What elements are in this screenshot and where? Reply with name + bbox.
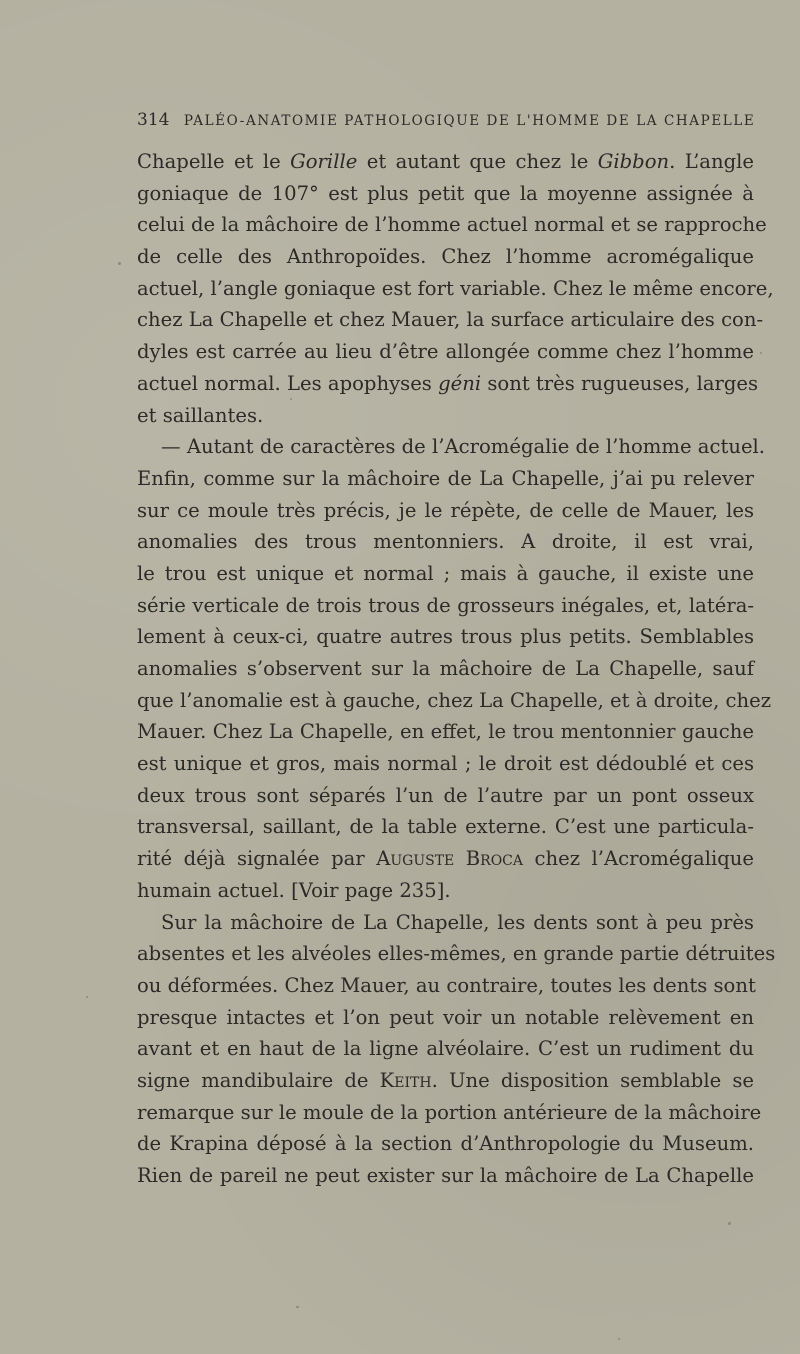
- paper-speck: [760, 352, 762, 354]
- text-line: [137, 304, 764, 336]
- text-line: [137, 146, 754, 178]
- text-line: [137, 970, 754, 1002]
- text-run: actuel normal. Les apophyses: [137, 371, 439, 395]
- running-header: [137, 110, 756, 130]
- text-line: [137, 209, 767, 241]
- text-run: humain actuel. [Voir page 235].: [137, 878, 451, 902]
- text-line: [137, 463, 754, 495]
- text-run: sont très rugueuses, larges: [481, 371, 759, 395]
- text-run: ou déformées. Chez Mauer, au contraire, toutes les dents sont: [137, 973, 756, 997]
- text-run: anomalies s’observent sur la mâchoire de La Chapelle, sauf: [137, 657, 754, 680]
- text-line: [137, 336, 754, 368]
- paper-speck: [118, 262, 121, 265]
- text-line: [137, 178, 754, 210]
- text-line: [137, 811, 754, 843]
- text-line: [137, 400, 754, 432]
- text-run: . L’angle: [669, 150, 755, 173]
- page-number: 314: [137, 110, 170, 130]
- text-line: [137, 780, 754, 812]
- italic-term: Gorille: [290, 150, 358, 173]
- text-run: dyles est carrée au lieu d’être allongée comme chez l’homme: [137, 340, 754, 364]
- text-run: lement à ceux-ci, quatre autres trous plus petits. Semblables: [137, 625, 754, 649]
- text-run: chez l’Acromégalique: [523, 847, 754, 871]
- text-line: [137, 431, 766, 463]
- text-run: — Autant de caractères de l’Acromégalie de l’homme actuel.: [161, 435, 766, 459]
- text-run: signe mandibulaire de: [137, 1068, 380, 1092]
- text-line: [137, 1002, 754, 1034]
- running-title: PALÉO-ANATOMIE PATHOLOGIQUE DE L'HOMME DE LA CHAPELLE: [183, 113, 756, 129]
- small-caps-name: Auguste Broca: [376, 847, 524, 871]
- text-line: [137, 590, 754, 622]
- text-line: [137, 241, 754, 273]
- text-line: [137, 716, 754, 748]
- italic-term: Gibbon: [597, 150, 670, 173]
- text-run: actuel, l’angle goniaque est fort variable. Chez le même encore,: [137, 276, 774, 300]
- text-run: absentes et les alvéoles elles-mêmes, en grande partie détruites: [137, 942, 776, 966]
- text-line: [137, 653, 754, 685]
- text-line: [137, 1065, 754, 1097]
- text-run: sur ce moule très précis, je le répète, de celle de Mauer, les: [137, 498, 754, 522]
- text-line: [137, 875, 754, 907]
- text-line: [137, 1160, 754, 1192]
- text-run: et autant que chez le: [357, 150, 598, 173]
- paper-speck: [618, 1338, 620, 1340]
- text-run: Rien de pareil ne peut exister sur la mâchoire de La Chapelle: [137, 1164, 754, 1187]
- paper-speck: [290, 398, 292, 400]
- text-run: de celle des Anthropoïdes. Chez l’homme acromégalique: [137, 245, 754, 269]
- text-run: et saillantes.: [137, 403, 264, 427]
- text-line: [137, 368, 759, 400]
- text-line: [137, 685, 772, 717]
- text-run: rité déjà signalée par: [137, 847, 377, 871]
- text-line: [137, 526, 754, 558]
- text-run: de Krapina déposé à la section d’Anthropologie du Museum.: [137, 1132, 754, 1156]
- text-run: anomalies des trous mentonniers. A droite, il est vrai,: [137, 530, 754, 554]
- text-run: deux trous sont séparés l’un de l’autre par un pont osseux: [137, 783, 754, 807]
- text-run: Sur la mâchoire de La Chapelle, les dents sont à peu près: [161, 910, 754, 934]
- text-run: celui de la mâchoire de l’homme actuel normal et se rapproche: [137, 213, 767, 237]
- text-line: [137, 273, 774, 305]
- italic-term: géni: [438, 371, 482, 395]
- text-line: [137, 1097, 762, 1129]
- text-run: Mauer. Chez La Chapelle, en effet, le trou mentonnier gauche: [137, 720, 754, 744]
- paper-speck: [728, 1222, 731, 1225]
- text-line: [137, 843, 754, 875]
- text-run: série verticale de trois trous de grosseurs inégales, et, latéra-: [137, 593, 754, 617]
- text-line: [137, 1128, 754, 1160]
- text-run: remarque sur le moule de la portion antérieure de la mâchoire: [137, 1100, 762, 1124]
- text-line: [137, 907, 754, 939]
- body-text: [137, 146, 776, 1192]
- text-run: goniaque de 107° est plus petit que la moyenne assignée à: [137, 181, 754, 205]
- text-line: [137, 558, 754, 590]
- text-run: est unique et gros, mais normal ; le droit est dédoublé et ces: [137, 752, 754, 776]
- text-line: [137, 495, 754, 527]
- text-run: avant et en haut de la ligne alvéolaire. C’est un rudiment du: [137, 1037, 754, 1061]
- text-run: presque intactes et l’on peut voir un notable relèvement en: [137, 1005, 754, 1029]
- text-line: [137, 938, 776, 970]
- paper-speck: [86, 996, 88, 998]
- text-run: Enfin, comme sur la mâchoire de La Chapelle, j’ai pu relever: [137, 466, 754, 490]
- text-run: transversal, saillant, de la table externe. C’est une particula-: [137, 815, 754, 839]
- text-line: [137, 1033, 754, 1065]
- text-line: [137, 621, 754, 653]
- text-run: chez La Chapelle et chez Mauer, la surface articulaire des con-: [137, 308, 764, 332]
- text-run: que l’anomalie est à gauche, chez La Chapelle, et à droite, chez: [137, 688, 772, 712]
- text-run: le trou est unique et normal ; mais à gauche, il existe une: [137, 561, 754, 585]
- text-run: Chapelle et le: [137, 150, 291, 173]
- paper-speck: [296, 1306, 299, 1308]
- text-run: . Une disposition semblable se: [431, 1068, 754, 1092]
- small-caps-name: Keith: [379, 1068, 432, 1092]
- text-line: [137, 748, 754, 780]
